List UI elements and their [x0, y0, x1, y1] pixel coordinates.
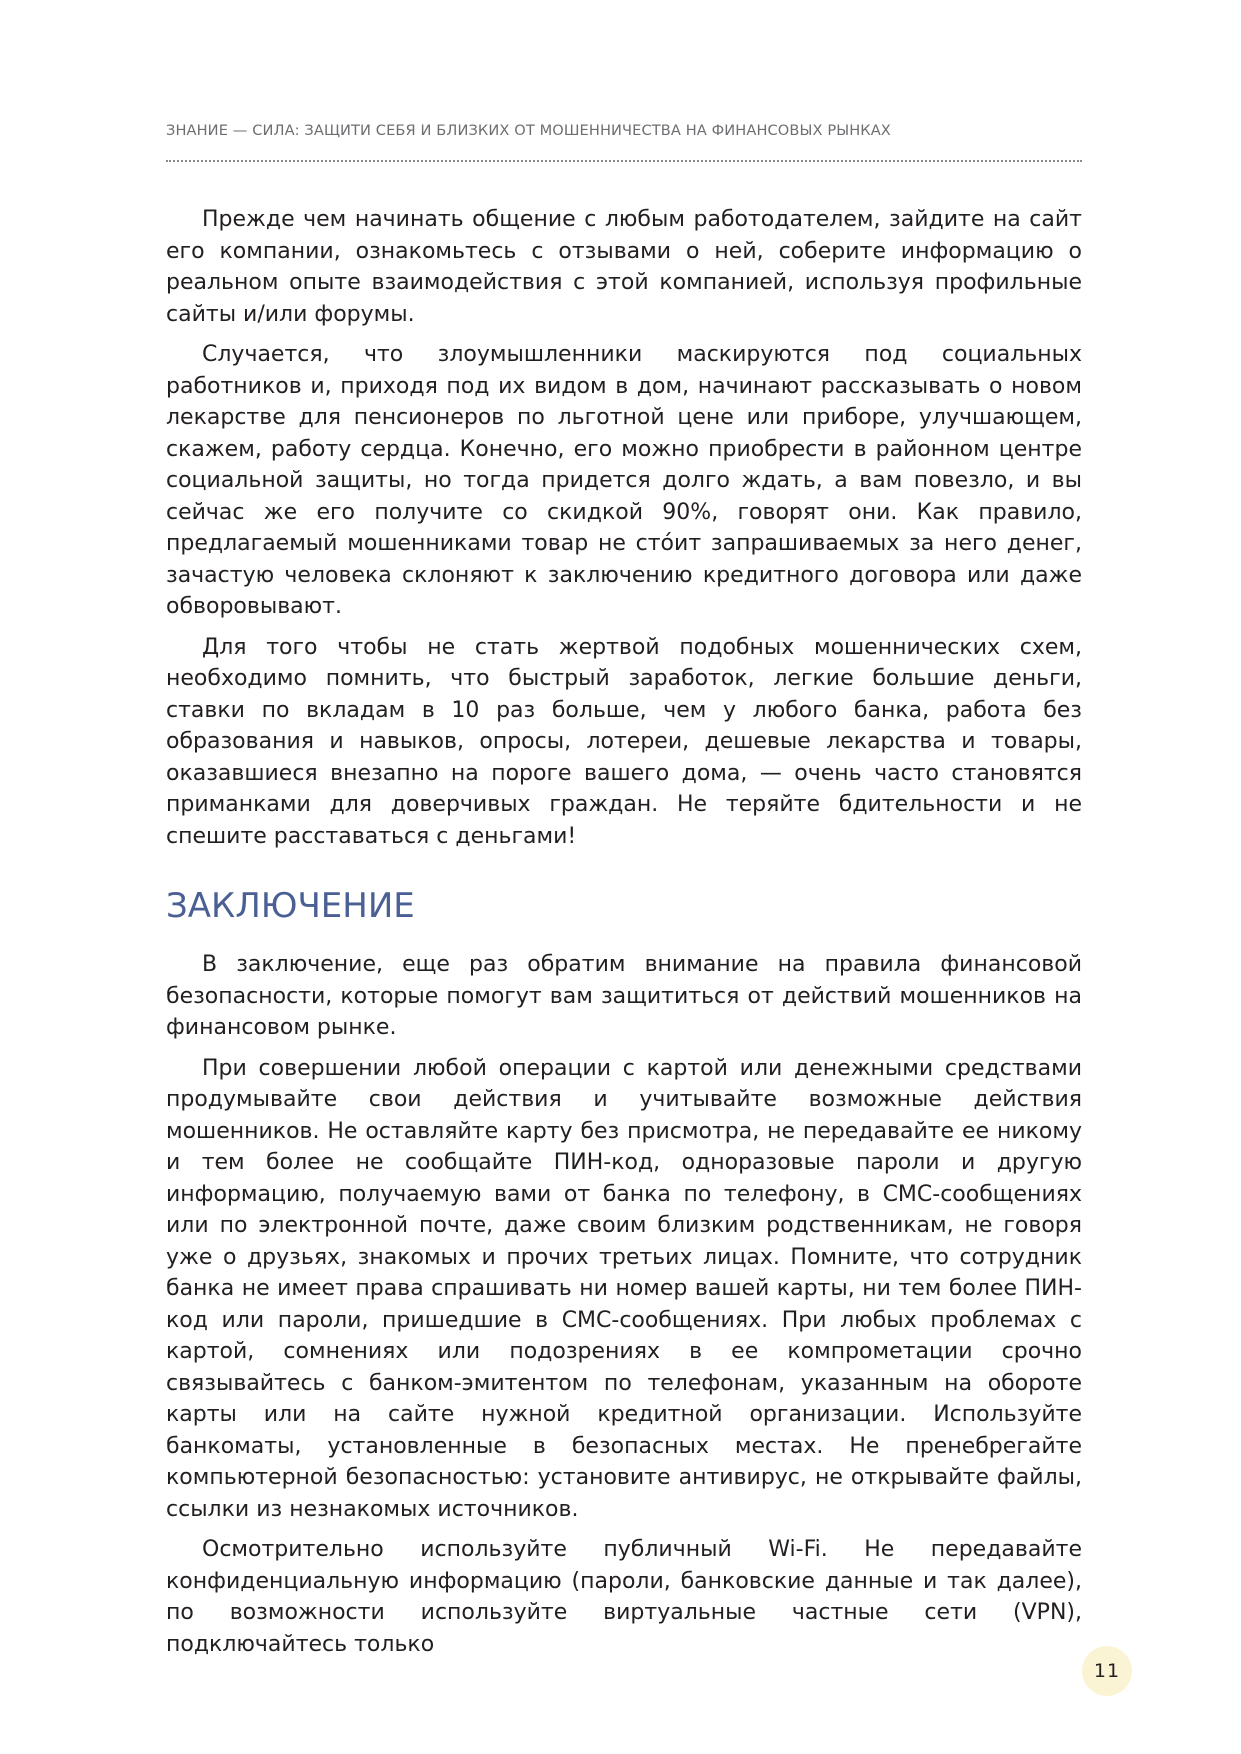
- page-number: 11: [1082, 1646, 1132, 1696]
- paragraph-fake-social-workers: Случается, что злоумышленники маскируются под социальных работников и, приходя под их видом в дом, начинают рассказывать о новом лекарстве для пенсионеров по льготной цене или приборе, улучшающем, скажем, работу сердца. Конечно, его можно приобрести в районном центре социальной защиты, но тогда придется долго ждать, а вам повезло, и вы сейчас же его получите со скидкой 90%, говорят они. Как правило, предлагаемый мошенниками товар не сто́ит запрашиваемых за него денег, зачастую человека склоняют к заключению кредитного договора или даже обворовывают.: [166, 342, 1082, 619]
- paragraph-card-safety: При совершении любой операции с картой или денежными средствами продумывайте свои действия и учитывайте возможные действия мошенников. Не оставляйте карту без присмотра, не передавайте ее никому и тем более не сообщайте ПИН-код, одноразовые пароли и другую информацию, получаемую вами от банка по телефону, в СМС-сообщениях или по электронной почте, даже своим близким родственникам, не говоря уже о друзьях, знакомых и прочих третьих лицах. Помните, что сотрудник банка не имеет права спрашивать ни номер вашей карты, ни тем более ПИН-код или пароли, пришедшие в СМС-сообщениях. При любых проблемах с картой, сомнениях или подозрениях в ее компрометации срочно связывайтесь с банком-эмитентом по телефонам, указанным на обороте карты или на сайте нужной кредитной организации. Используйте банкоматы, установленные в безопасных местах. Не пренебрегайте компьютерной безопасностью: установите антивирус, не открывайте файлы, ссылки из незнакомых источников.: [166, 1055, 1082, 1522]
- header-divider: [166, 160, 1082, 162]
- paragraph-employer-check: Прежде чем начинать общение с любым работодателем, зайдите на сайт его компании, ознакомьтесь с отзывами о ней, соберите информацию о реальном опыте взаимодействия с этой компанией, используя профильные сайты и/или форумы.: [166, 207, 1082, 327]
- paragraph-fraud-warning: Для того чтобы не стать жертвой подобных мошеннических схем, необходимо помнить, что быстрый заработок, легкие большие деньги, ставки по вкладам в 10 раз больше, чем у любого банка, работа без образования и навыков, опросы, лотереи, дешевые лекарства и товары, оказавшиеся внезапно на пороге вашего дома, — очень часто становятся приманками для доверчивых граждан. Не теряйте бдительности и не спешите расставаться с деньгами!: [166, 634, 1082, 849]
- paragraph-public-wifi: Осмотрительно используйте публичный Wi-Fi. Не передавайте конфиденциальную информацию (пароли, банковские данные и так далее), по возможности используйте виртуальные частные сети (VPN), подключайтесь только: [166, 1537, 1082, 1657]
- running-header: ЗНАНИЕ — СИЛА: ЗАЩИТИ СЕБЯ И БЛИЗКИХ ОТ МОШЕННИЧЕСТВА НА ФИНАНСОВЫХ РЫНКАХ: [166, 122, 891, 139]
- paragraph-conclusion-intro: В заключение, еще раз обратим внимание на правила финансовой безопасности, которые помогут вам защититься от действий мошенников на финансовом рынке.: [166, 952, 1082, 1040]
- section-title: ЗАКЛЮЧЕНИЕ: [166, 886, 415, 926]
- page-content: [166, 204, 1082, 1669]
